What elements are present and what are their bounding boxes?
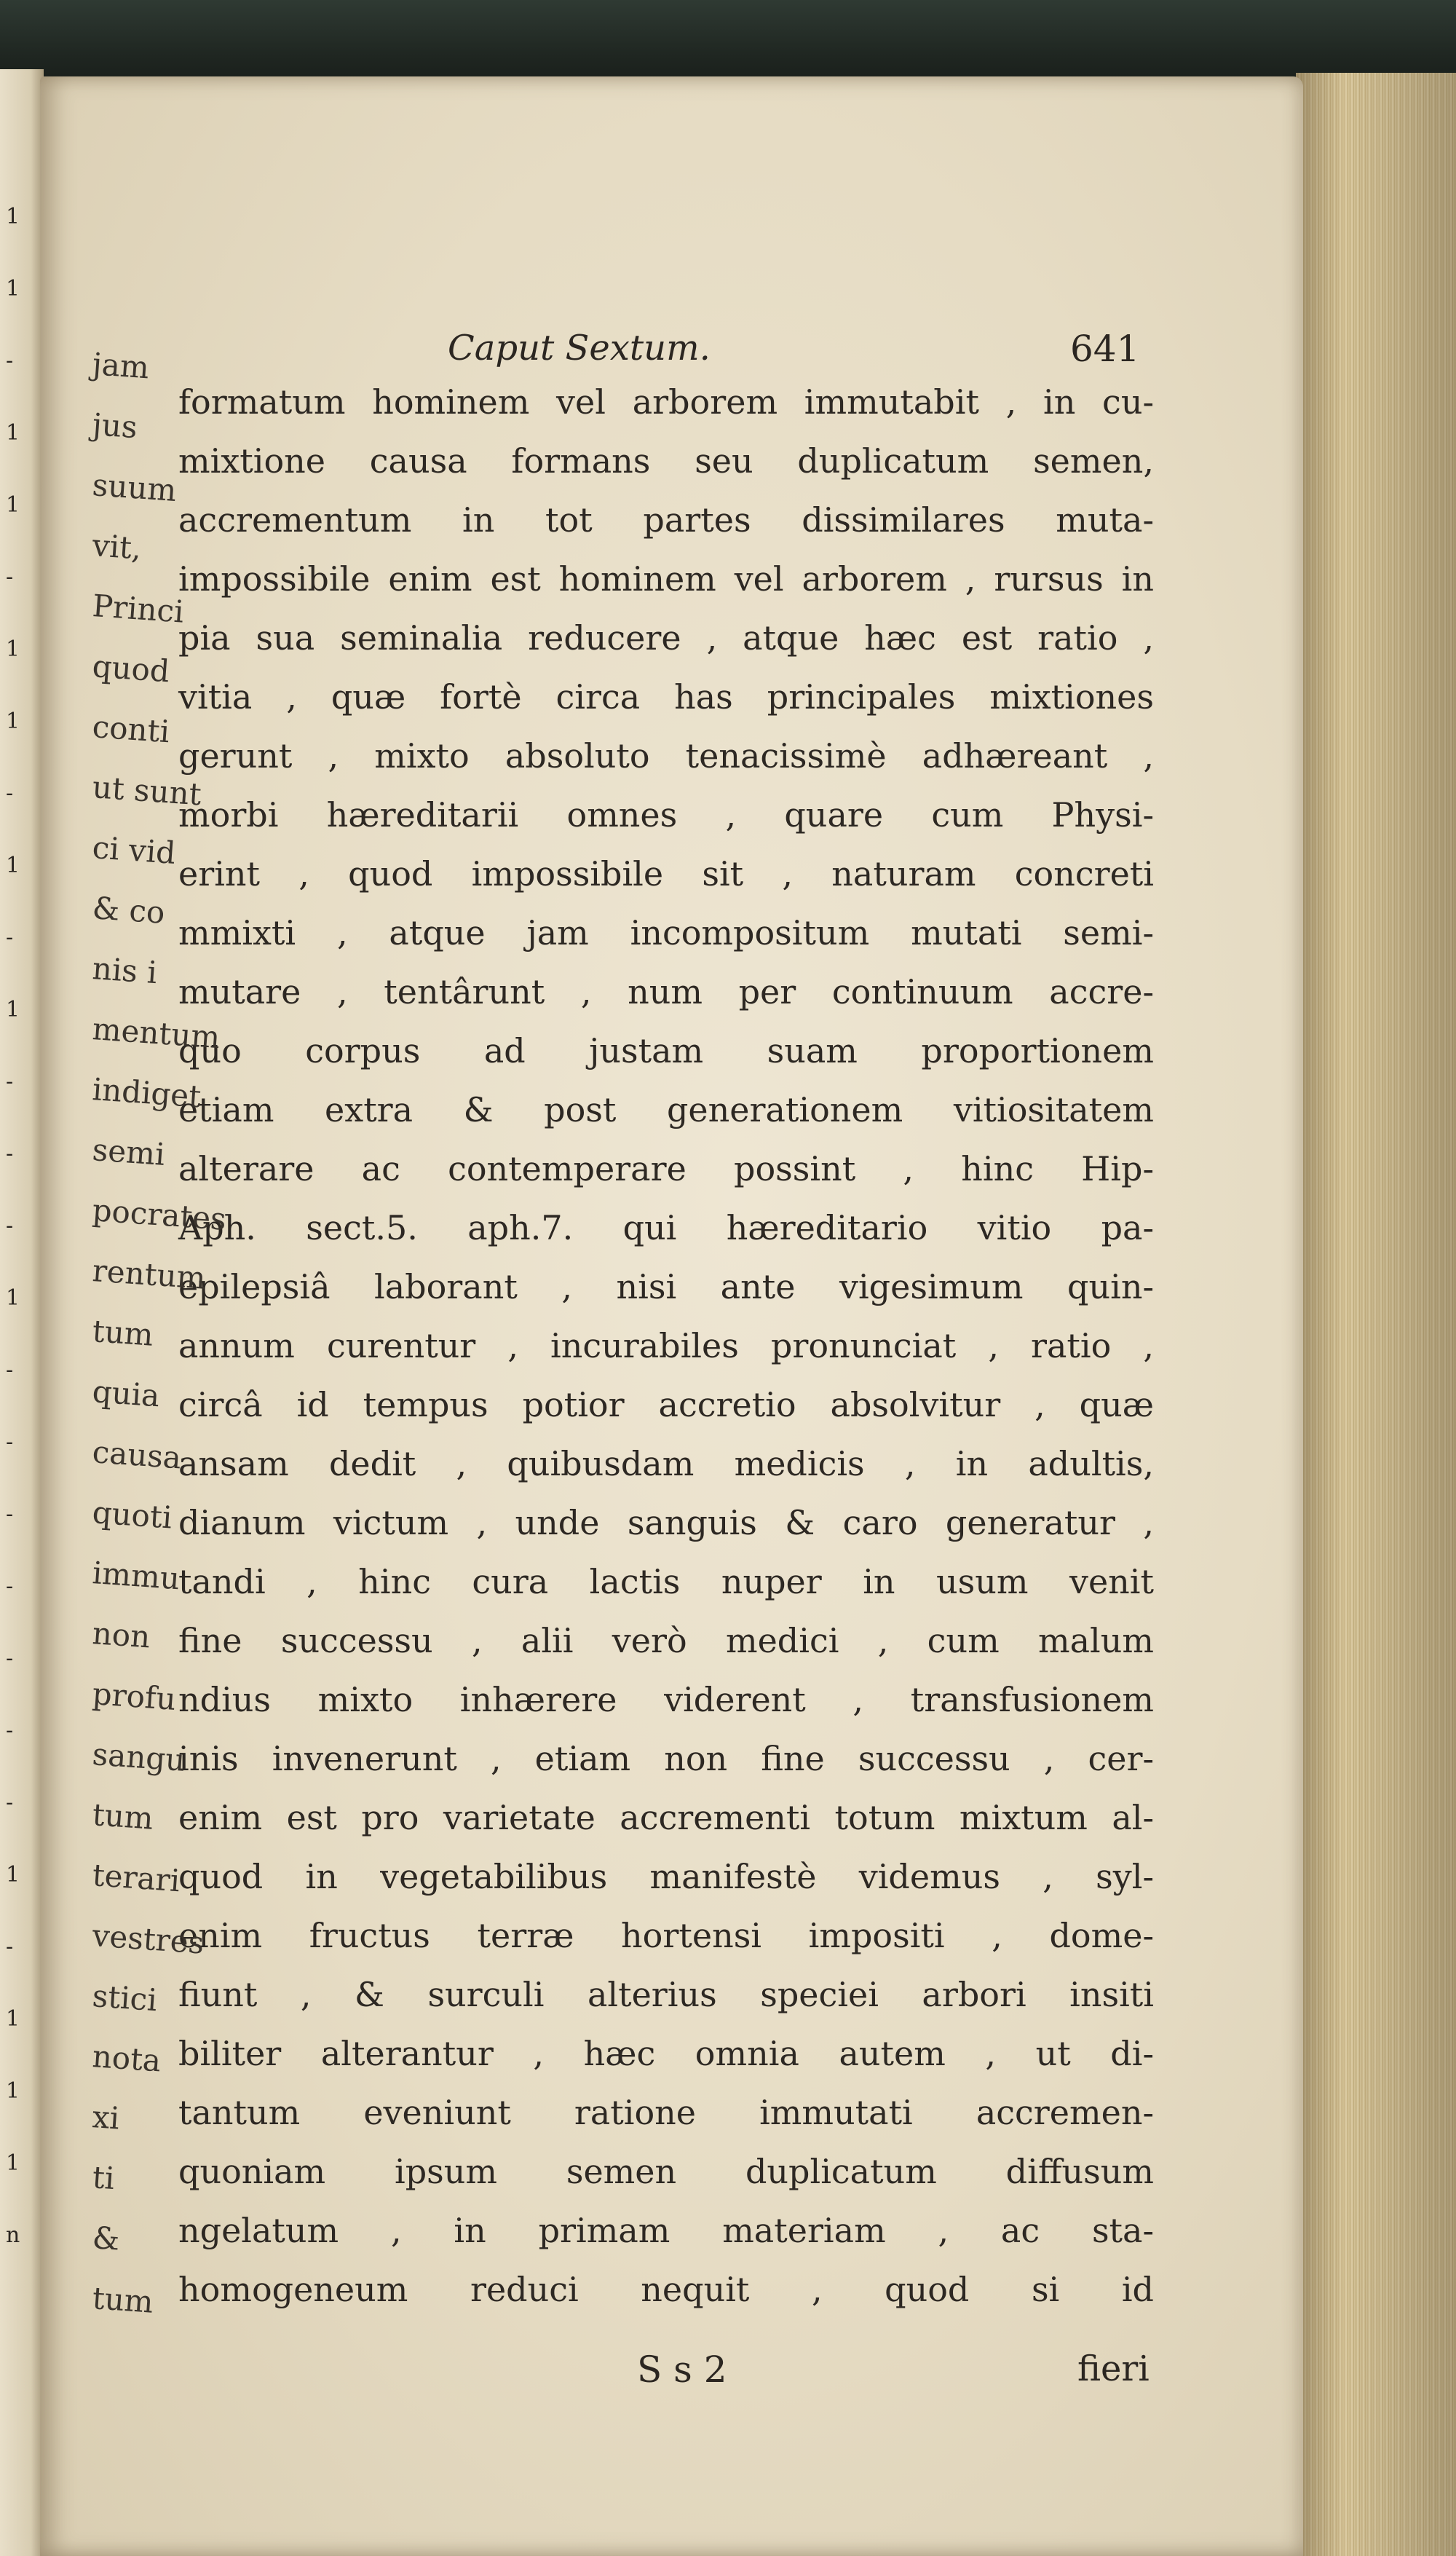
facing-page-glyph: 1 — [6, 636, 20, 662]
facing-page-glyph: 1 — [6, 2150, 20, 2176]
text-line: fiunt , & surculi alterius speciei arbori insiti — [178, 1975, 1154, 2014]
margin-word: profu — [91, 1676, 178, 1717]
text-line: mmixti , atque jam incompositum mutati semi- — [178, 913, 1154, 952]
facing-page-glyph: - — [6, 1502, 14, 1527]
margin-word: jus — [91, 406, 139, 446]
text-line: quo corpus ad justam suam proportionem — [178, 1031, 1154, 1070]
margin-word: jam — [91, 346, 151, 386]
book-page — [40, 76, 1303, 2556]
facing-page-glyph: 1 — [6, 2078, 20, 2104]
margin-word: quod — [91, 648, 171, 690]
margin-word: ci vid — [91, 829, 177, 871]
margin-word: & — [91, 2220, 122, 2257]
text-line: biliter alterantur , hæc omnia autem , ut di- — [178, 2034, 1154, 2073]
text-line: enim est pro varietate accrementi totum mixtum al- — [178, 1798, 1154, 1837]
text-line: ndius mixto inhærere viderent , transfusionem — [178, 1680, 1154, 1719]
facing-page-glyph: - — [6, 1213, 14, 1239]
margin-word: & co — [91, 890, 167, 931]
text-line: vitia , quæ fortè circa has principales mixtiones — [178, 677, 1154, 717]
margin-word: pocrates — [91, 1192, 228, 1237]
text-line: morbi hæreditarii omnes , quare cum Physi- — [178, 795, 1154, 835]
text-line: mixtione causa formans seu duplicatum semen, — [178, 441, 1154, 481]
signature-mark: S s 2 — [637, 2348, 727, 2391]
text-line: enim fructus terræ hortensi impositi , dome- — [178, 1916, 1154, 1955]
margin-word: xi — [91, 2099, 121, 2137]
facing-page-glyph: 1 — [6, 709, 20, 734]
text-line: fine successu , alii verò medici , cum malum — [178, 1621, 1154, 1660]
catchword: fieri — [1077, 2348, 1150, 2389]
text-line: epilepsiâ laborant , nisi ante vigesimum quin- — [178, 1267, 1154, 1306]
facing-page-glyph: 1 — [6, 1862, 20, 1888]
text-line: ngelatum , in primam materiam , ac sta- — [178, 2211, 1154, 2250]
text-line: homogeneum reduci nequit , quod si id — [178, 2270, 1154, 2309]
facing-page-glyph: - — [6, 1934, 14, 1960]
fore-edge-shadow — [1296, 73, 1456, 2556]
margin-word: stici — [91, 1978, 159, 2019]
facing-page-glyph: 1 — [6, 276, 20, 301]
facing-page-glyph: - — [6, 1718, 14, 1743]
facing-page-glyph: - — [6, 1357, 14, 1383]
facing-page-glyph: - — [6, 348, 14, 374]
margin-word: quoti — [91, 1494, 173, 1536]
text-line: quoniam ipsum semen duplicatum diffusum — [178, 2152, 1154, 2191]
text-line: accrementum in tot partes dissimilares muta- — [178, 500, 1154, 540]
facing-page-glyph: 1 — [6, 853, 20, 878]
margin-word: vit, — [91, 527, 143, 567]
text-line: annum curentur , incurabiles pronunciat , ratio , — [178, 1326, 1154, 1365]
facing-page-glyph: - — [6, 781, 14, 806]
margin-word: sangu — [91, 1736, 186, 1778]
text-line: dianum victum , unde sanguis & caro generatur , — [178, 1503, 1154, 1542]
margin-word: mentum — [91, 1011, 221, 1056]
margin-word: vestres — [91, 1917, 205, 1961]
text-line: Aph. sect.5. aph.7. qui hæreditario vitio pa- — [178, 1208, 1154, 1247]
margin-word: tum — [91, 1313, 155, 1353]
facing-page-glyph: 1 — [6, 492, 20, 518]
facing-page-glyph: 1 — [6, 1285, 20, 1311]
margin-word: non — [91, 1615, 151, 1655]
margin-word: indiget — [91, 1071, 202, 1115]
margin-word: tum — [91, 1796, 155, 1837]
facing-page-glyph: - — [6, 1574, 14, 1599]
page-number: 641 — [1070, 328, 1140, 370]
facing-page-glyph: 1 — [6, 997, 20, 1022]
margin-word: nota — [91, 2038, 162, 2079]
running-title: Caput Sextum. — [448, 328, 711, 368]
facing-page-glyph: - — [6, 1069, 14, 1094]
facing-page-glyph: 1 — [6, 204, 20, 229]
text-line: ansam dedit , quibusdam medicis , in adultis, — [178, 1444, 1154, 1483]
text-line: tandi , hinc cura lactis nuper in usum venit — [178, 1562, 1154, 1601]
margin-word: semi — [91, 1132, 167, 1172]
margin-word: conti — [91, 709, 171, 750]
text-line: erint , quod impossibile sit , naturam concreti — [178, 854, 1154, 894]
text-line: pia sua seminalia reducere , atque hæc est ratio , — [178, 618, 1154, 658]
margin-word: ti — [91, 2159, 116, 2197]
text-line: inis invenerunt , etiam non fine successu , cer- — [178, 1739, 1154, 1778]
margin-word: tum — [91, 2280, 155, 2320]
text-line: quod in vegetabilibus manifestè videmus , syl- — [178, 1857, 1154, 1896]
text-line: gerunt , mixto absoluto tenacissimè adhæreant , — [178, 736, 1154, 776]
margin-word: immu — [91, 1555, 181, 1597]
text-line: formatum hominem vel arborem immutabit , in cu- — [178, 382, 1154, 422]
facing-page-glyph: 1 — [6, 2006, 20, 2032]
margin-word: ut sunt — [91, 769, 203, 813]
facing-page-glyph: - — [6, 1429, 14, 1455]
facing-page-glyph: - — [6, 1141, 14, 1167]
text-line: impossibile enim est hominem vel arborem , rursus in — [178, 559, 1154, 599]
facing-page-glyph: - — [6, 1790, 14, 1815]
margin-word: terari — [91, 1857, 181, 1899]
facing-page-glyph: - — [6, 564, 14, 590]
facing-page-glyph: - — [6, 925, 14, 950]
margin-word: quia — [91, 1373, 161, 1414]
text-line: alterare ac contemperare possint , hinc Hip- — [178, 1149, 1154, 1188]
margin-word: causa — [91, 1434, 183, 1476]
facing-page-glyph: n — [6, 2222, 20, 2248]
margin-word: suum — [91, 467, 178, 508]
margin-word: rentum — [91, 1253, 207, 1296]
facing-page-glyph: 1 — [6, 420, 20, 446]
text-line: mutare , tentârunt , num per continuum accre- — [178, 972, 1154, 1011]
text-line: etiam extra & post generationem vitiositatem — [178, 1090, 1154, 1129]
margin-word: Princi — [91, 588, 186, 630]
text-line: circâ id tempus potior accretio absolvitur , quæ — [178, 1385, 1154, 1424]
margin-word: nis i — [91, 950, 159, 991]
text-line: tantum eveniunt ratione immutati accremen- — [178, 2093, 1154, 2132]
facing-page-glyph: - — [6, 1646, 14, 1671]
facing-page-edge — [0, 69, 44, 2556]
